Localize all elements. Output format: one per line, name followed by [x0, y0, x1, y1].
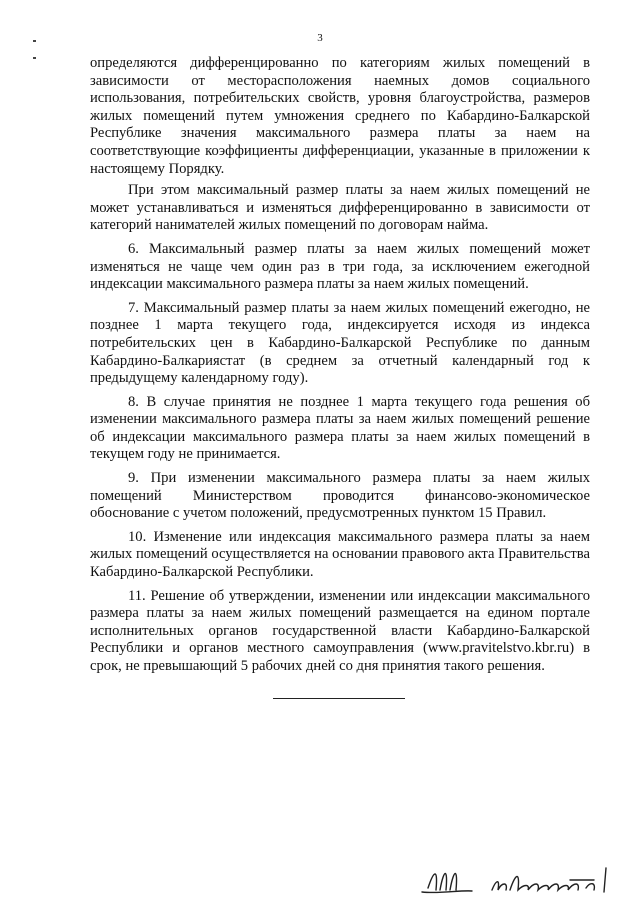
separator-line: [273, 698, 405, 699]
paragraph-continuation: определяются дифференцированно по категориям жилых помещений в зависимости от месторасположения наемных домов социального использования, потребительских свойств, уровня благоустройства, размеров жилых помещений путем умножения среднего по Кабардино-Балкарской Республике значения максимального размера платы за наем на соответствующие коэффициенты дифференциации, указанные в приложении к настоящему Порядку.: [90, 55, 590, 177]
margin-mark: [33, 40, 36, 42]
paragraph-9: 9. При изменении максимального размера платы за наем жилых помещений Министерством проводится финансово-экономическое обоснование с учетом положений, предусмотренных пунктом 15 Правил.: [90, 470, 590, 522]
margin-mark: [33, 57, 36, 59]
handwritten-signature-icon: [420, 860, 630, 900]
paragraph: При этом максимальный размер платы за наем жилых помещений не может устанавливаться и изменяться дифференцированно в зависимости от категорий нанимателей жилых помещений по договорам найма.: [90, 182, 590, 234]
paragraph-7: 7. Максимальный размер платы за наем жилых помещений ежегодно, не позднее 1 марта текущего года, индексируется исходя из индекса потребительских цен в Кабардино-Балкарской Республике по данным Кабардино-Балкариястат (в среднем за отчетный календарный год к предыдущему календарному году).: [90, 299, 590, 387]
paragraph-11: 11. Решение об утверждении, изменении или индексации максимального размера платы за наем жилых помещений размещается на едином портале исполнительных органов государственной власти Кабардино-Балкарской Республики и органов местного самоуправления (www.pravitelstvo.kbr.ru) в срок, не превышающий 5 рабочих дней со дня принятия такого решения.: [90, 587, 590, 674]
paragraph-8: 8. В случае принятия не позднее 1 марта текущего года решения об изменении максимального размера платы за наем жилых помещений решение об индексации максимального размера платы за наем жилых помещений в текущем году не принимается.: [90, 393, 590, 463]
document-body: [90, 55, 590, 682]
paragraph-10: 10. Изменение или индексация максимального размера платы за наем жилых помещений осуществляется на основании правового акта Правительства Кабардино-Балкарской Республики.: [90, 528, 590, 581]
page-number: 3: [317, 32, 323, 44]
paragraph-6: 6. Максимальный размер платы за наем жилых помещений может изменяться не чаще чем один раз в три года, за исключением ежегодной индексации максимального размера платы за наем жилых помещений.: [90, 240, 590, 293]
